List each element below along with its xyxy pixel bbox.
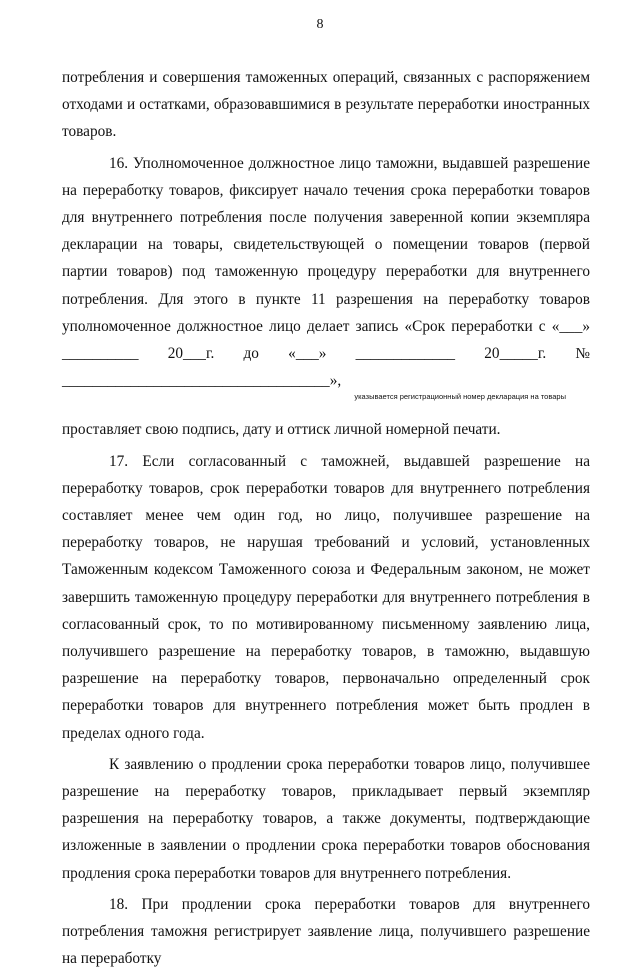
paragraph-16-end: проставляет свою подпись, дату и оттиск личной номерной печати. — [62, 421, 501, 439]
paragraph-16: 16. Уполномоченное должностное лицо таможни, выдавшей разрешение на переработку товаров, фиксирует начало течения срока переработки товаров для внутреннего потребления после получения заверенной копии экземпляра декларации на товары, свидетельствующей о помещении товаров (первой партии товаров) под таможенную процедуру переработки для внутреннего потребления. Для этого в пункте 11 разрешения на переработку товаров уполномоченное должностное лицо делает запись «Срок переработки с «___» __________ 20___г. до «___» _____________ 20_____г. № ___________________________________», — [62, 154, 590, 390]
paragraph-continuation: потребления и совершения таможенных операций, связанных с распоряжением отходами и остатками, образовавшимися в результате переработки иностранных товаров. — [62, 69, 590, 141]
page-number: 8 — [316, 17, 324, 32]
paragraph-18: 18. При продлении срока переработки товаров для внутреннего потребления таможня регистрирует заявление лица, получившего разрешение на переработку — [62, 895, 590, 968]
paragraph-17-attachment: К заявлению о продлении срока переработки товаров лицо, получившее разрешение на переработку товаров, прикладывает первый экземпляр разрешения на переработку товаров, а также документы, подтверждающие изложенные в заявлении о продлении срока переработки товаров обоснования продления срока переработки товаров для внутреннего потребления. — [62, 755, 590, 882]
document-body — [62, 64, 590, 973]
paragraph-17: 17. Если согласованный с таможней, выдавшей разрешение на переработку товаров, срок переработки товаров для внутреннего потребления составляет менее чем один год, но лицо, получившее разрешение на переработку товаров, не нарушая требований и условий, установленных Таможенным кодексом Таможенного союза и Федеральным законом, не может завершить таможенную процедуру переработки для внутреннего потребления в согласованный срок, то по мотивированному письменному заявлению лица, получившего разрешение на переработку товаров, в таможню, выдавшую разрешение на переработку товаров, первоначально определенный срок переработки товаров для внутреннего потребления может быть продлен в пределах одного года. — [62, 452, 590, 742]
field-caption: указывается регистрационный номер декларация на товары — [354, 392, 566, 402]
